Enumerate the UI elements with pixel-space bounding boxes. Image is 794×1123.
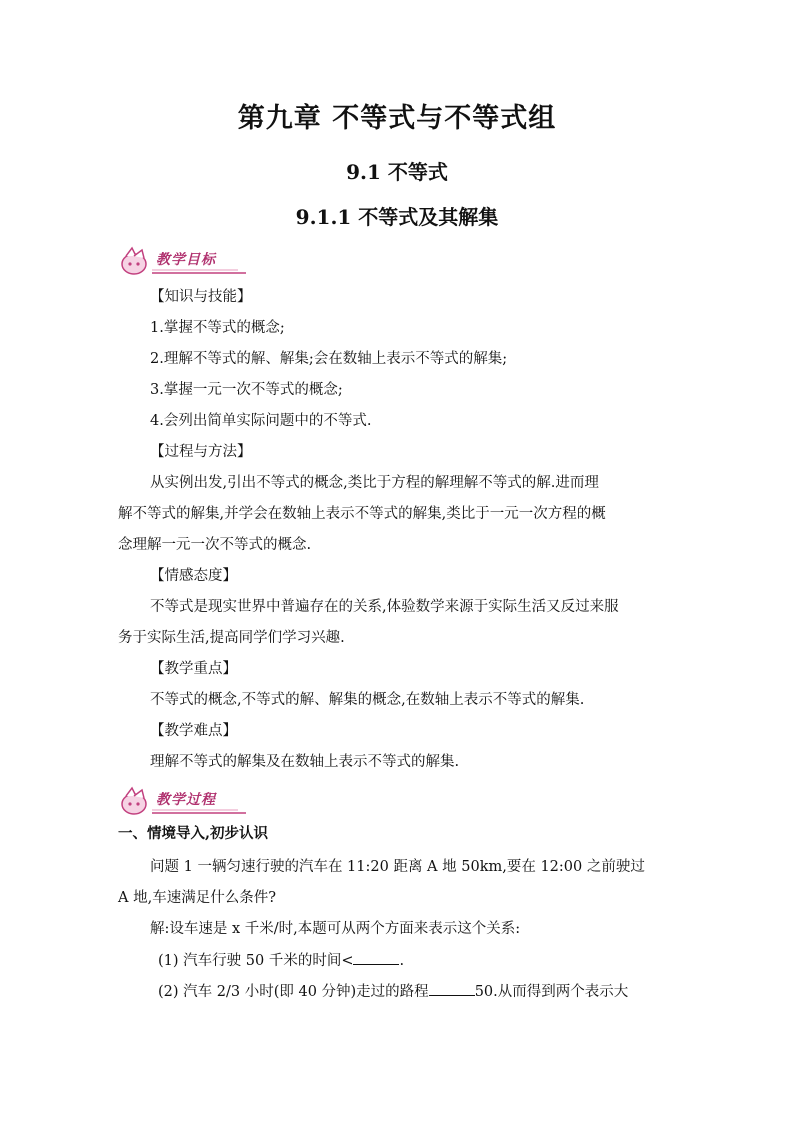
answer-blank xyxy=(353,950,399,965)
emotion-heading: 【情感态度】 xyxy=(150,568,237,584)
solution-item-2-text: (2) 汽车 2/3 小时(即 40 分钟)走过的路程 xyxy=(158,984,429,1000)
part1-heading: 一、情境导入,初步认识 xyxy=(118,825,269,842)
subsection-title: 9.1.1 不等式及其解集 xyxy=(295,205,499,229)
section-title: 9.1 不等式 xyxy=(346,160,448,184)
key-points-heading: 【教学重点】 xyxy=(150,661,237,677)
process-heading: 【过程与方法】 xyxy=(150,444,252,460)
difficulty-heading: 【教学难点】 xyxy=(150,723,237,739)
process-paragraph-line: 解不等式的解集,并学会在数轴上表示不等式的解集,类比于一元一次方程的概 xyxy=(118,506,606,522)
teaching-process-badge xyxy=(118,786,248,816)
teaching-process-label: 教学过程 xyxy=(156,792,216,808)
knowledge-item: 2.理解不等式的解、解集;会在数轴上表示不等式的解集; xyxy=(150,351,508,367)
solution-item-1-text: (1) 汽车行驶 50 千米的时间< xyxy=(158,953,354,969)
chapter-title: 第九章 不等式与不等式组 xyxy=(237,103,557,134)
process-paragraph-line: 念理解一元一次不等式的概念. xyxy=(118,537,312,553)
solution-item-1 xyxy=(158,950,404,971)
solution-item-2-end: 50.从而得到两个表示大 xyxy=(474,984,629,1000)
knowledge-item: 4.会列出简单实际问题中的不等式. xyxy=(150,413,372,429)
teaching-goals-label: 教学目标 xyxy=(156,252,216,268)
emotion-paragraph-line: 不等式是现实世界中普遍存在的关系,体验数学来源于实际生活又反过来服 xyxy=(150,599,619,615)
solution-item-1-end: . xyxy=(399,953,405,969)
problem-line: 问题 1 一辆匀速行驶的汽车在 11:20 距离 A 地 50km,要在 12:00 之前驶过 xyxy=(150,859,645,875)
answer-blank xyxy=(429,981,475,996)
process-paragraph-line: 从实例出发,引出不等式的概念,类比于方程的解理解不等式的解.进而理 xyxy=(150,475,599,491)
difficulty-text: 理解不等式的解集及在数轴上表示不等式的解集. xyxy=(150,754,460,770)
knowledge-item: 1.掌握不等式的概念; xyxy=(150,320,285,336)
solution-item-2 xyxy=(158,981,628,1002)
knowledge-heading: 【知识与技能】 xyxy=(150,289,252,305)
problem-line: A 地,车速满足什么条件? xyxy=(118,890,276,906)
knowledge-item: 3.掌握一元一次不等式的概念; xyxy=(150,382,343,398)
teaching-goals-badge xyxy=(118,246,248,276)
emotion-paragraph-line: 务于实际生活,提高同学们学习兴趣. xyxy=(118,630,345,646)
key-points-text: 不等式的概念,不等式的解、解集的概念,在数轴上表示不等式的解集. xyxy=(150,692,585,708)
solution-line: 解:设车速是 x 千米/时,本题可从两个方面来表示这个关系: xyxy=(150,921,521,937)
